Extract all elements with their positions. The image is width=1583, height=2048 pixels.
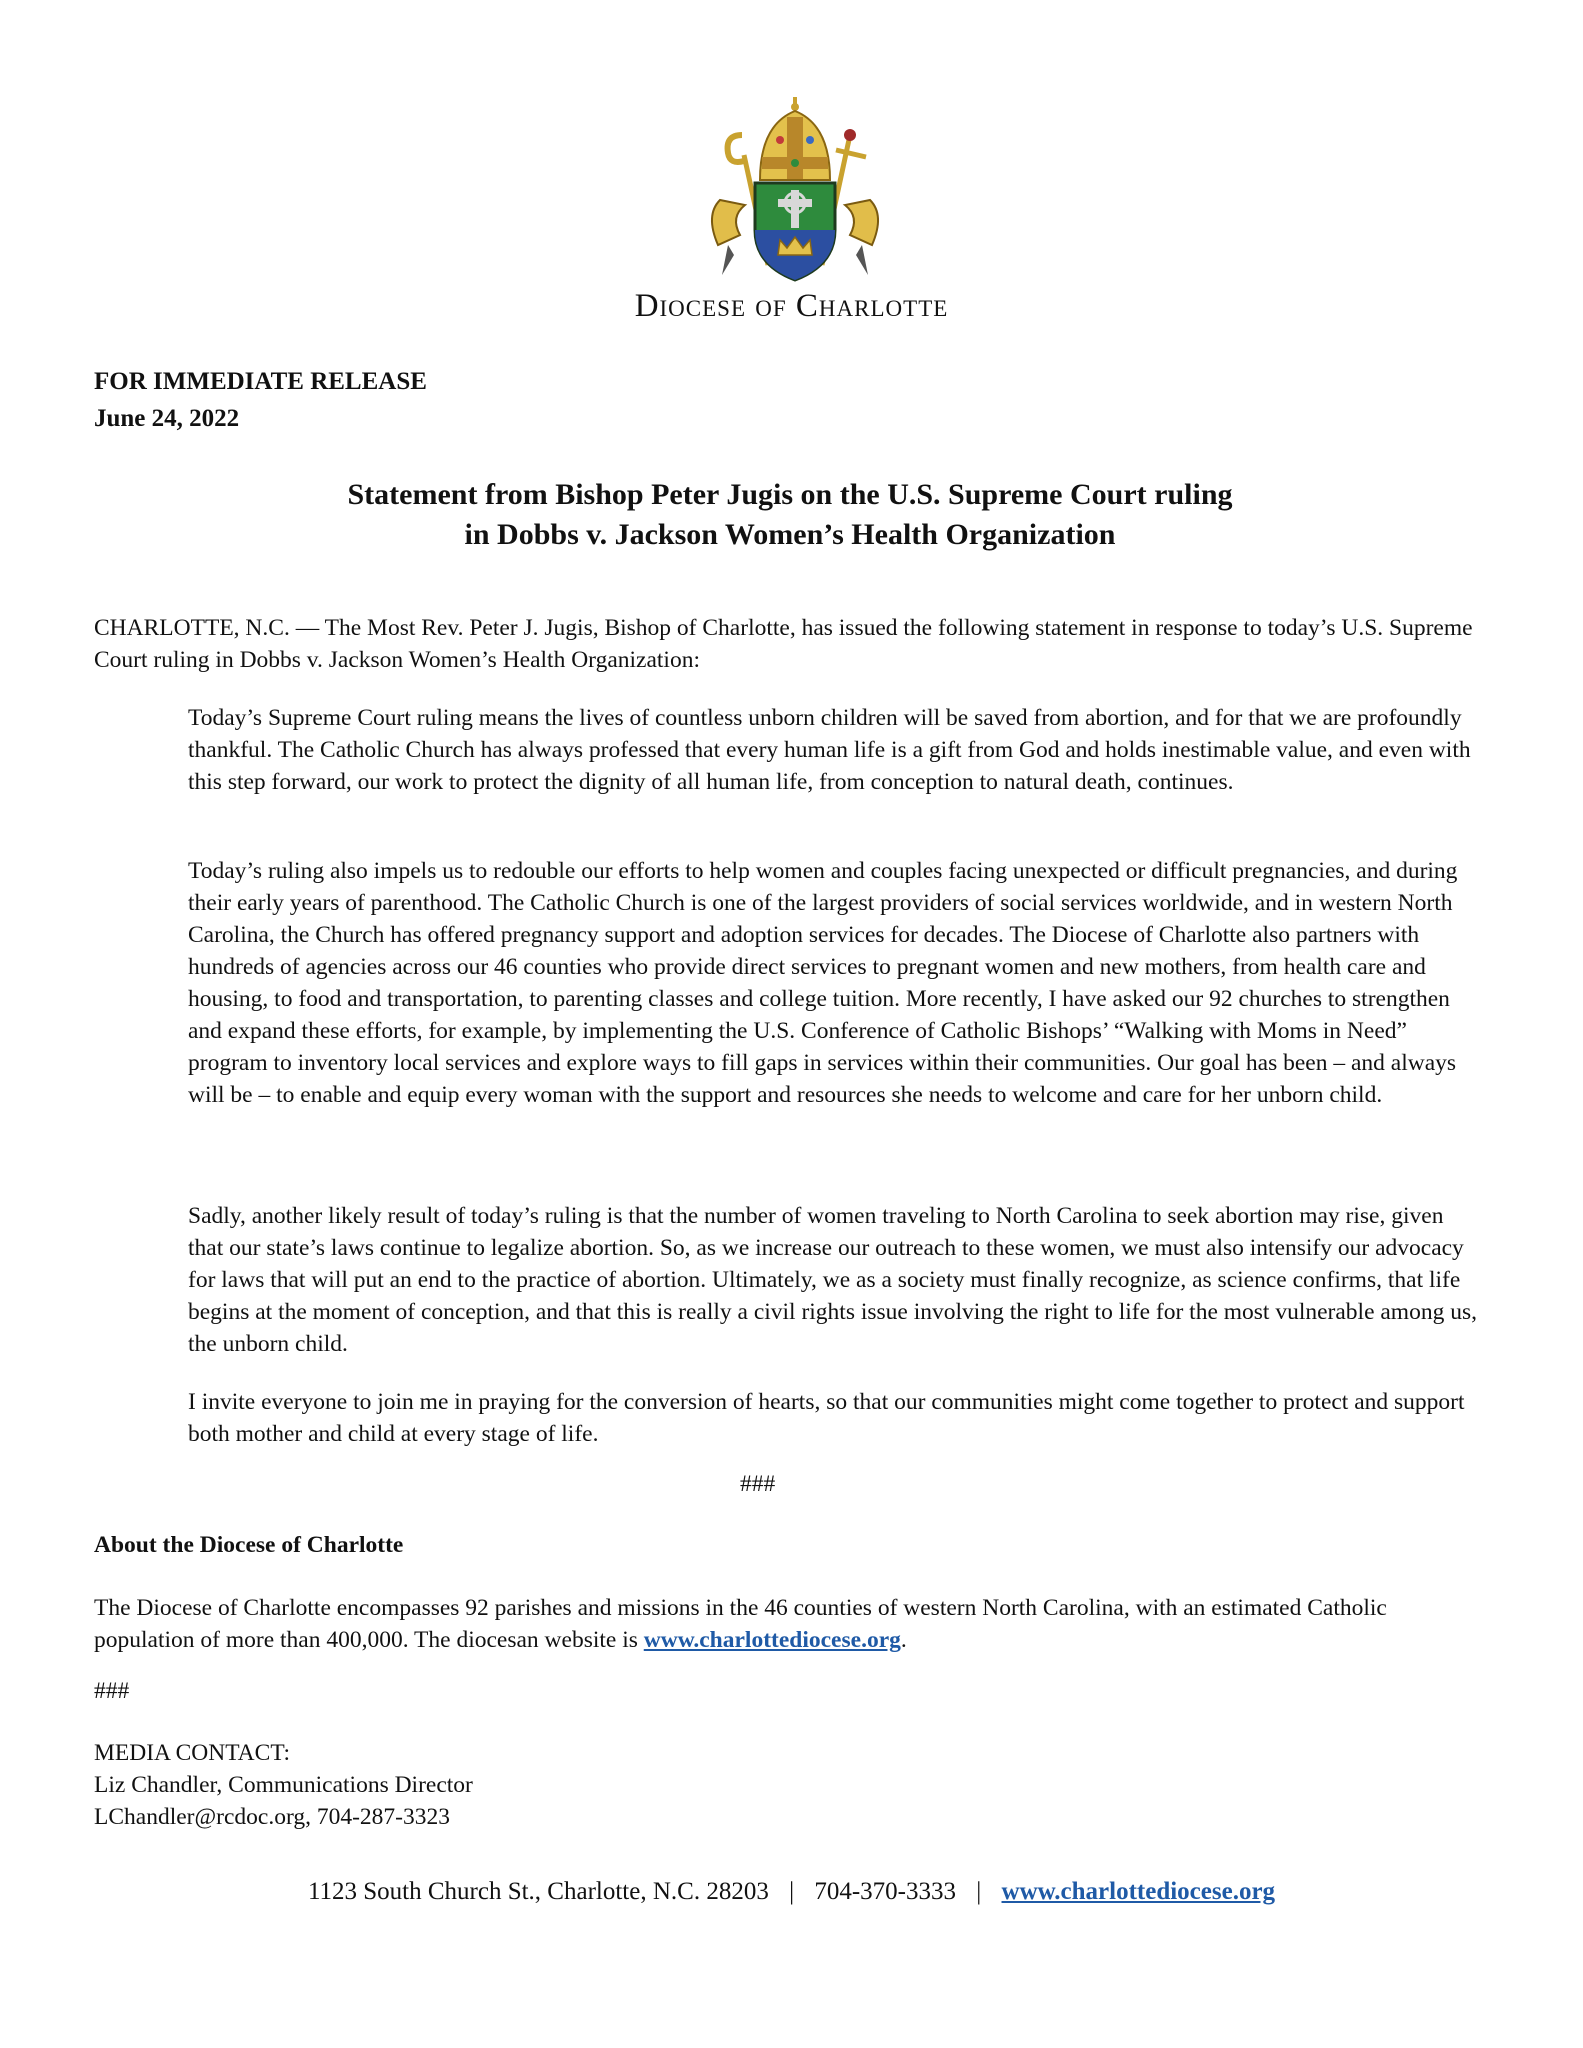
contact-label: MEDIA CONTACT: <box>94 1740 291 1766</box>
headline-line-1: Statement from Bishop Peter Jugis on the U.S. Supreme Court ruling <box>347 478 1233 511</box>
media-contact <box>94 1737 473 1833</box>
about-text <box>94 1592 1474 1656</box>
footer-phone: 704-370-3333 <box>814 1878 956 1905</box>
contact-name: Liz Chandler, Communications Director <box>94 1772 473 1798</box>
footer <box>0 1878 1583 1906</box>
statement-paragraph-1: Today’s Supreme Court ruling means the lives of countless unborn children will be saved from abortion, and for that we are profoundly thankful. The Catholic Church has always professed that every human life is a gift from God and holds inestimable value, and even with this step forward, our work to protect the dignity of all human life, from conception to natural death, continues. <box>188 705 1471 795</box>
footer-divider: | <box>976 1878 982 1905</box>
section-separator: ### <box>740 1471 776 1497</box>
contact-details: LChandler@rcdoc.org, 704-287-3323 <box>94 1804 450 1830</box>
statement-paragraph-4: I invite everyone to join me in praying for the conversion of hearts, so that our communities might come together to protect and support both mother and child at every stage of life. <box>188 1389 1465 1447</box>
release-label: FOR IMMEDIATE RELEASE <box>94 368 427 395</box>
about-period: . <box>900 1627 907 1653</box>
about-heading: About the Diocese of Charlotte <box>94 1532 404 1558</box>
diocese-coat-of-arms-icon <box>700 95 890 285</box>
about-body: The Diocese of Charlotte encompasses 92 parishes and missions in the 46 counties of western North Carolina, with an estimated Catholic population of more than 400,000. The diocesan website is <box>94 1595 1387 1653</box>
statement-paragraph-3: Sadly, another likely result of today’s ruling is that the number of women traveling to North Carolina to seek abortion may rise, given that our state’s laws continue to legalize abortion. So, as we increase our outreach to these women, we must also intensify our advocacy for laws that will put an end to the practice of abortion. Ultimately, we as a society must finally recognize, as science confirms, that life begins at the moment of conception, and that this is really a civil rights issue involving the right to life for the most vulnerable among us, the unborn child. <box>188 1203 1477 1357</box>
organization-name: Diocese of Charlotte <box>634 288 949 324</box>
release-date: June 24, 2022 <box>94 405 240 432</box>
statement-headline <box>120 475 1460 555</box>
footer-address: 1123 South Church St., Charlotte, N.C. 28203 <box>307 1878 769 1905</box>
statement-paragraph-2: Today’s ruling also impels us to redouble our efforts to help women and couples facing unexpected or difficult pregnancies, and during their early years of parenthood. The Catholic Church is one of the largest providers of social services worldwide, and in western North Carolina, the Church has offered pregnancy support and adoption services for decades. The Diocese of Charlotte also partners with hundreds of agencies across our 46 counties who provide direct services to pregnant women and new mothers, from health care and housing, to food and transportation, to parenting classes and college tuition. More recently, I have asked our 92 churches to strengthen and expand these efforts, for example, by implementing the U.S. Conference of Catholic Bishops’ “Walking with Moms in Need” program to inventory local services and explore ways to fill gaps in services within their communities. Our goal has been – and always will be – to enable and equip every woman with the support and resources she needs to welcome and care for her unborn child. <box>188 858 1458 1108</box>
footer-divider: | <box>789 1878 795 1905</box>
end-separator: ### <box>94 1678 130 1704</box>
headline-line-2: in Dobbs v. Jackson Women’s Health Organization <box>464 518 1116 551</box>
about-website-link[interactable]: www.charlottediocese.org <box>643 1627 901 1653</box>
lead-paragraph: CHARLOTTE, N.C. — The Most Rev. Peter J. Jugis, Bishop of Charlotte, has issued the following statement in response to today’s U.S. Supreme Court ruling in Dobbs v. Jackson Women’s Health Organization: <box>94 615 1473 673</box>
footer-website-link[interactable]: www.charlottediocese.org <box>1001 1878 1276 1905</box>
